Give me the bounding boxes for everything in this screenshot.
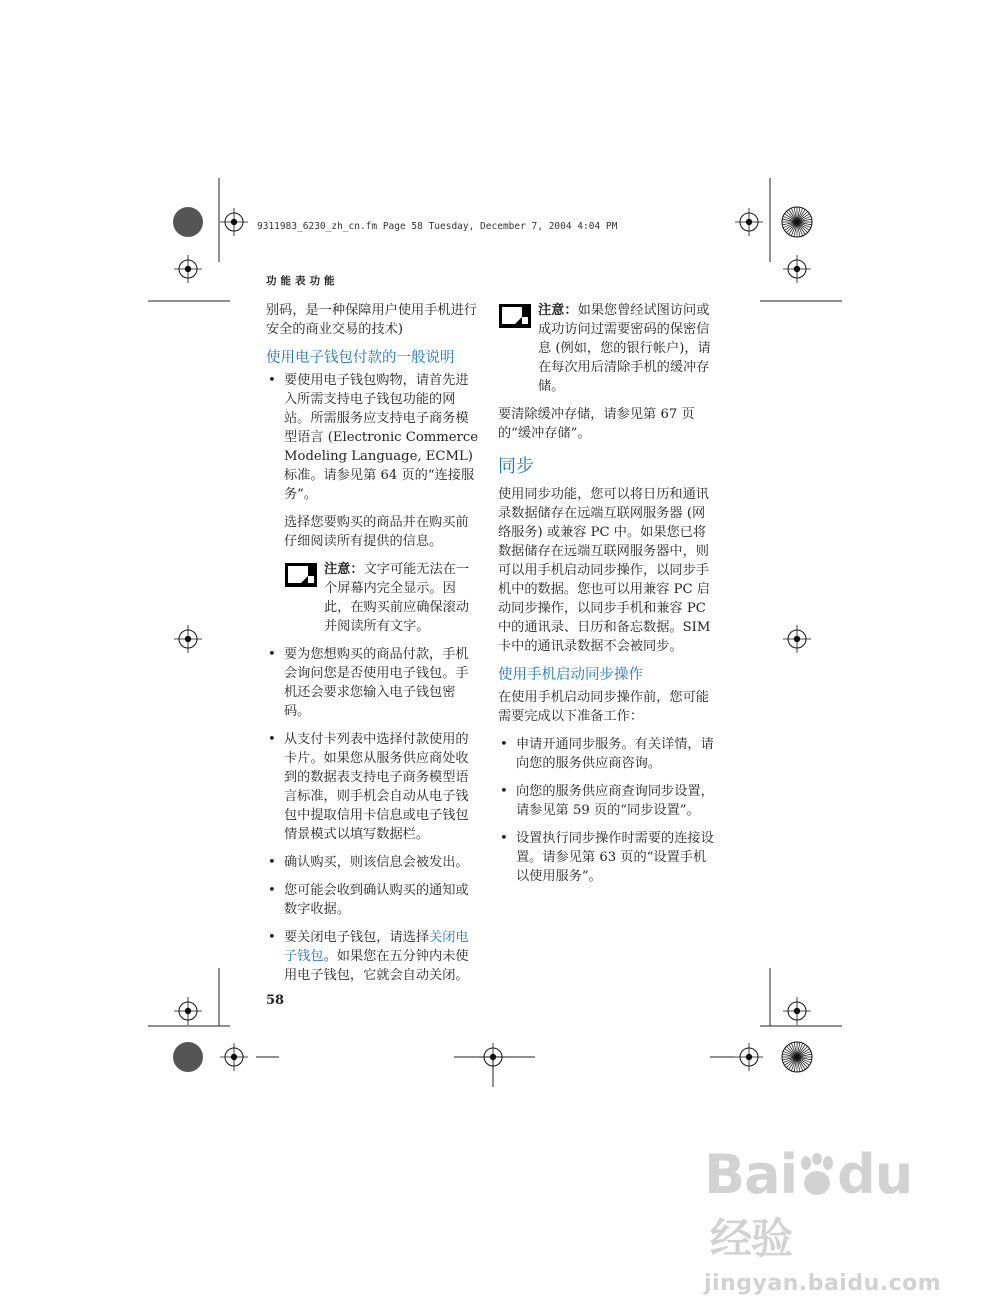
list-item-text: 。如果您在五分钟内未使用电子钱包，它就会自动关闭。 bbox=[284, 949, 469, 983]
section-heading-sync: 同步 bbox=[498, 456, 534, 477]
watermark-url: jingyan.baidu.com bbox=[704, 1271, 942, 1296]
paw-icon bbox=[797, 1153, 837, 1197]
list-item bbox=[266, 853, 480, 872]
clear-cache-text: 要清除缓冲存储，请参见第 67 页的“缓冲存储”。 bbox=[498, 407, 695, 441]
note-box bbox=[284, 560, 480, 636]
page-number: 58 bbox=[266, 993, 285, 1008]
list-item-text: 要关闭电子钱包，请选择 bbox=[284, 930, 430, 945]
note-text bbox=[538, 301, 714, 396]
note-label: 注意： bbox=[324, 562, 364, 577]
list-item-text: 从支付卡列表中选择付款使用的卡片。如果您从服务供应商处收到的数据表支持电子商务模型语言标准，则手机会自动从电子钱包中提取信用卡信息或电子钱包情景模式以填写数据栏。 bbox=[284, 732, 469, 842]
section-heading-wallet: 使用电子钱包付款的一般说明 bbox=[266, 350, 455, 366]
right-column bbox=[498, 301, 714, 895]
list-item bbox=[498, 782, 714, 820]
note-label: 注意： bbox=[538, 303, 578, 318]
subsection-heading-phone-sync: 使用手机启动同步操作 bbox=[498, 667, 643, 683]
list-item-text: 申请开通同步服务。有关详情，请向您的服务供应商咨询。 bbox=[516, 737, 714, 771]
list-item-text: 要为您想购买的商品付款，手机会询问您是否使用电子钱包。手机还会要求您输入电子钱包密码。 bbox=[284, 647, 469, 719]
note-text bbox=[324, 560, 480, 636]
list-item-text: 设置执行同步操作时需要的连接设置。请参见第 63 页的“设置手机以使用服务”。 bbox=[516, 831, 714, 884]
wallet-steps-list bbox=[266, 371, 480, 504]
sync-description: 使用同步功能，您可以将日历和通讯录数据储存在远端互联网服务器 (网络服务) 或兼容 PC 中。如果您已将数据储存在远端互联网服务器中，则可以用手机启动同步操作，以同步手机中的数据。您也可以用兼容 PC 启动同步操作，以同步手机和兼容 PC 中的通讯录、日历和备忘数据。SIM 卡中的通讯录数据不会被同步。 bbox=[498, 487, 711, 654]
list-item-text: 确认购买，则该信息会被发出。 bbox=[284, 855, 469, 870]
prep-list bbox=[498, 735, 714, 886]
list-item bbox=[266, 881, 480, 919]
note-box bbox=[498, 301, 714, 396]
list-item-text: 您可能会收到确认购买的通知或数字收据。 bbox=[284, 883, 469, 917]
list-item-text: 向您的服务供应商查询同步设置，请参见第 59 页的“同步设置”。 bbox=[516, 784, 714, 818]
list-item bbox=[266, 928, 480, 985]
list-item bbox=[498, 829, 714, 886]
intro-text: 别码，是一种保障用户使用手机进行安全的商业交易的技术) bbox=[266, 303, 477, 337]
left-column bbox=[266, 301, 480, 994]
sub-paragraph: 选择您要购买的商品并在购买前仔细阅读所有提供的信息。 bbox=[284, 515, 469, 549]
wallet-steps-list-2 bbox=[266, 645, 480, 985]
list-item-text: 要使用电子钱包购物，请首先进入所需支持电子钱包功能的网站。所需服务应支持电子商务模型语言 (Electronic Commerce Modeling Language, ECML) 标准。请参见第 64 页的“连接服务”。 bbox=[284, 373, 479, 502]
note-body: 如果您曾经试图访问或成功访问过需要密码的保密信息 (例如，您的银行帐户)，请在每次用后清除手机的缓冲存储。 bbox=[538, 303, 711, 394]
note-icon bbox=[498, 303, 532, 329]
prep-text: 在使用手机启动同步操作前，您可能需要完成以下准备工作： bbox=[498, 690, 709, 724]
list-item bbox=[266, 730, 480, 844]
list-item bbox=[266, 645, 480, 721]
file-header: 9311983_6230_zh_cn.fm Page 58 Tuesday, December 7, 2004 4:04 PM bbox=[257, 221, 618, 232]
watermark-logo: Bai du经验 bbox=[704, 1143, 913, 1263]
running-head: 功能表功能 bbox=[266, 275, 339, 287]
baidu-jingyan-watermark bbox=[704, 1143, 942, 1296]
note-body: 文字可能无法在一个屏幕内完全显示。因此，在购买前应确保滚动并阅读所有文字。 bbox=[324, 562, 470, 634]
close-wallet-link[interactable]: 关闭电子钱包 bbox=[284, 930, 469, 964]
note-icon bbox=[284, 562, 318, 588]
list-item bbox=[498, 735, 714, 773]
list-item bbox=[266, 371, 480, 504]
